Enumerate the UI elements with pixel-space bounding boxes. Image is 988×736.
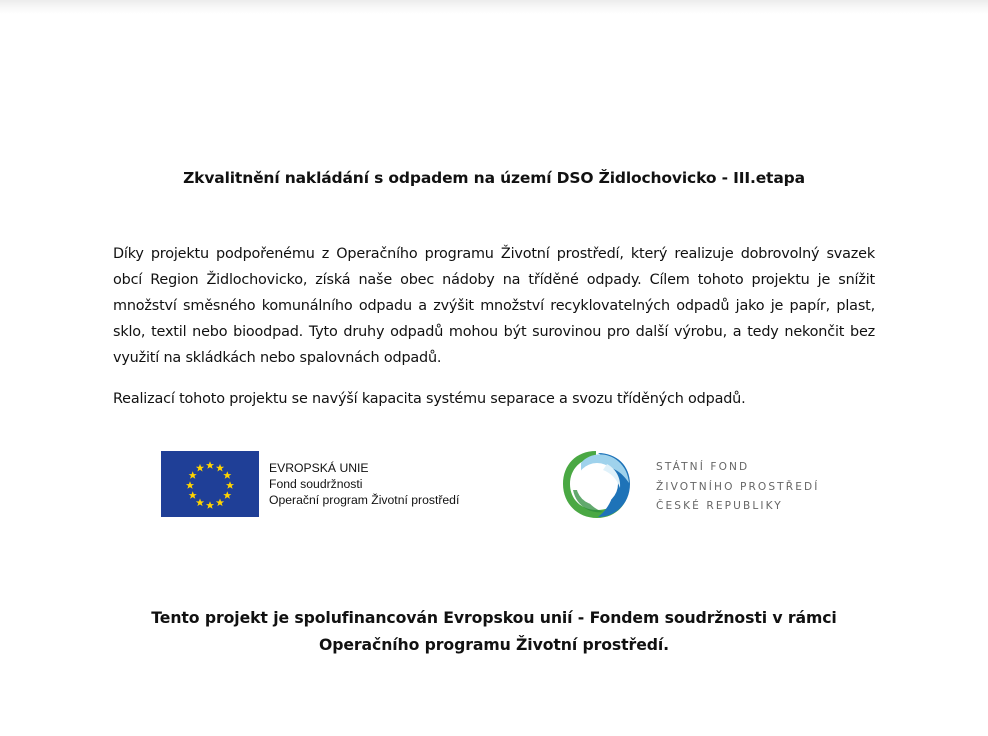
eu-logo-line-fund: Fond soudržnosti — [269, 477, 363, 491]
cofinancing-statement: Tento projekt je spolufinancován Evropskou unií - Fondem soudržnosti v rámci Operačního programu Životní prostředí. — [151, 607, 837, 654]
state-environmental-fund-logo — [558, 444, 848, 528]
sfzp-ring-icon — [558, 445, 634, 525]
eu-flag-icon — [161, 451, 259, 517]
eu-logo-text — [269, 460, 479, 508]
sfzp-logo-line-czech-republic: ČESKÉ REPUBLIKY — [656, 500, 783, 512]
sfzp-logo-text — [656, 458, 846, 517]
eu-cohesion-fund-logo — [161, 451, 481, 517]
sfzp-logo-line-state-fund: STÁTNÍ FOND — [656, 461, 750, 473]
eu-logo-line-program: Operační program Životní prostředí — [269, 493, 460, 507]
project-description-paragraph: Díky projektu podpořenému z Operačního programu Životní prostředí, který realizuje dobrovolný svazek obcí Region Židlochovicko, získá naše obec nádoby na tříděné odpady. Cílem tohoto projektu je snížit množství směsného komunálního odpadu a zvýšit množství recyklovatelných odpadů jako je papír, plast, sklo, textil nebo bioodpad. Tyto druhy odpadů mohou být surovinou pro další výrobu, a tedy nekončit bez využití na skládkách nebo spalovnách odpadů. — [113, 246, 875, 367]
document-title: Zkvalitnění nakládání s odpadem na území DSO Židlochovicko - III.etapa — [183, 169, 805, 188]
eu-logo-line-union: EVROPSKÁ UNIE — [269, 461, 369, 475]
capacity-paragraph: Realizací tohoto projektu se navýší kapacita systému separace a svozu tříděných odpadů. — [113, 391, 746, 408]
sfzp-logo-line-environment: ŽIVOTNÍHO PROSTŘEDÍ — [656, 480, 820, 493]
